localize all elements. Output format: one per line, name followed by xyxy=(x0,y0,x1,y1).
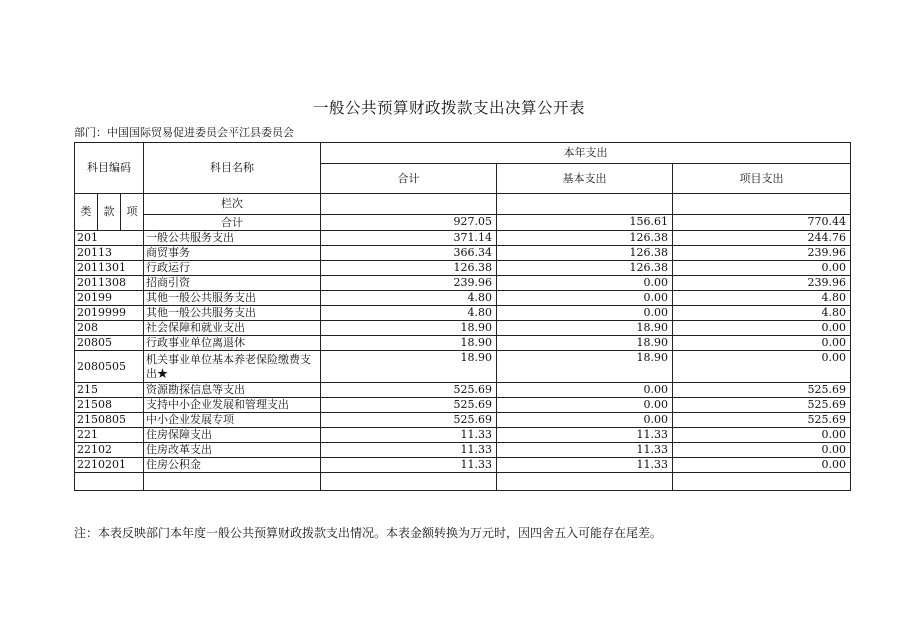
row-code: 2150805 xyxy=(75,413,144,428)
row-basic: 0.00 xyxy=(497,413,673,428)
expenditure-table xyxy=(74,142,851,491)
header-total: 合计 xyxy=(321,164,497,194)
total-total: 927.05 xyxy=(321,215,497,231)
row-total: 11.33 xyxy=(321,443,497,458)
row-basic: 0.00 xyxy=(497,276,673,291)
table-row xyxy=(75,246,851,261)
row-basic: 11.33 xyxy=(497,428,673,443)
blank-cell xyxy=(75,473,144,491)
header-name: 科目名称 xyxy=(144,143,321,194)
row-name: 行政事业单位离退休 xyxy=(144,336,321,351)
row-project: 239.96 xyxy=(673,246,851,261)
row-name: 住房公积金 xyxy=(144,458,321,473)
row-project: 0.00 xyxy=(673,351,851,383)
row-name: 机关事业单位基本养老保险缴费支出★ xyxy=(144,351,321,383)
row-basic: 126.38 xyxy=(497,246,673,261)
row-code: 2011308 xyxy=(75,276,144,291)
header-xiang: 项 xyxy=(121,194,144,231)
row-name: 其他一般公共服务支出 xyxy=(144,291,321,306)
row-project: 0.00 xyxy=(673,458,851,473)
table-row xyxy=(75,351,851,383)
total-label: 合计 xyxy=(144,215,321,231)
row-name: 住房改革支出 xyxy=(144,443,321,458)
row-basic: 0.00 xyxy=(497,398,673,413)
row-basic: 11.33 xyxy=(497,443,673,458)
empty-row xyxy=(75,473,851,491)
table-row xyxy=(75,383,851,398)
row-code: 221 xyxy=(75,428,144,443)
table-row xyxy=(75,231,851,246)
blank-cell xyxy=(497,473,673,491)
blank-cell xyxy=(497,194,673,215)
row-project: 525.69 xyxy=(673,383,851,398)
row-project: 0.00 xyxy=(673,428,851,443)
table-row xyxy=(75,458,851,473)
blank-cell xyxy=(144,473,321,491)
row-code: 21508 xyxy=(75,398,144,413)
row-project: 239.96 xyxy=(673,276,851,291)
table-row xyxy=(75,261,851,276)
row-total: 11.33 xyxy=(321,428,497,443)
row-name: 招商引资 xyxy=(144,276,321,291)
blank-cell xyxy=(321,194,497,215)
row-code: 2210201 xyxy=(75,458,144,473)
row-code: 22102 xyxy=(75,443,144,458)
table-row xyxy=(75,306,851,321)
blank-cell xyxy=(673,473,851,491)
row-total: 525.69 xyxy=(321,383,497,398)
row-name: 商贸事务 xyxy=(144,246,321,261)
table-row xyxy=(75,428,851,443)
row-basic: 11.33 xyxy=(497,458,673,473)
row-basic: 18.90 xyxy=(497,336,673,351)
row-basic: 0.00 xyxy=(497,383,673,398)
header-code: 科目编码 xyxy=(75,143,144,194)
row-total: 11.33 xyxy=(321,458,497,473)
total-basic: 156.61 xyxy=(497,215,673,231)
row-project: 0.00 xyxy=(673,336,851,351)
row-project: 0.00 xyxy=(673,261,851,276)
row-basic: 0.00 xyxy=(497,306,673,321)
row-basic: 126.38 xyxy=(497,261,673,276)
row-code: 20199 xyxy=(75,291,144,306)
row-name: 社会保障和就业支出 xyxy=(144,321,321,336)
header-project: 项目支出 xyxy=(673,164,851,194)
total-project: 770.44 xyxy=(673,215,851,231)
row-project: 4.80 xyxy=(673,291,851,306)
header-kuan: 款 xyxy=(98,194,121,231)
blank-cell xyxy=(321,473,497,491)
row-total: 18.90 xyxy=(321,321,497,336)
row-total: 371.14 xyxy=(321,231,497,246)
row-name: 住房保障支出 xyxy=(144,428,321,443)
row-name: 行政运行 xyxy=(144,261,321,276)
row-total: 525.69 xyxy=(321,398,497,413)
row-code: 2011301 xyxy=(75,261,144,276)
row-name: 资源勘探信息等支出 xyxy=(144,383,321,398)
row-total: 4.80 xyxy=(321,291,497,306)
table-row xyxy=(75,321,851,336)
row-name: 一般公共服务支出 xyxy=(144,231,321,246)
row-basic: 0.00 xyxy=(497,291,673,306)
row-total: 525.69 xyxy=(321,413,497,428)
header-row-3 xyxy=(75,194,851,215)
row-code: 20113 xyxy=(75,246,144,261)
total-row xyxy=(75,215,851,231)
page-title: 一般公共预算财政拨款支出决算公开表 xyxy=(312,99,585,117)
table-row xyxy=(75,398,851,413)
row-code: 2019999 xyxy=(75,306,144,321)
header-basic: 基本支出 xyxy=(497,164,673,194)
row-name: 中小企业发展专项 xyxy=(144,413,321,428)
row-total: 239.96 xyxy=(321,276,497,291)
row-project: 525.69 xyxy=(673,413,851,428)
row-name: 其他一般公共服务支出 xyxy=(144,306,321,321)
blank-cell xyxy=(673,194,851,215)
footnote: 注：本表反映部门本年度一般公共预算财政拨款支出情况。本表金额转换为万元时，因四舍五入可能存在尾差。 xyxy=(74,526,663,540)
row-basic: 126.38 xyxy=(497,231,673,246)
row-total: 18.90 xyxy=(321,336,497,351)
row-code: 201 xyxy=(75,231,144,246)
department-label: 部门：中国国际贸易促进委员会平江县委员会 xyxy=(74,126,294,139)
row-total: 18.90 xyxy=(321,351,497,383)
row-project: 244.76 xyxy=(673,231,851,246)
row-project: 4.80 xyxy=(673,306,851,321)
table-row xyxy=(75,336,851,351)
header-row-1 xyxy=(75,143,851,164)
row-project: 0.00 xyxy=(673,443,851,458)
row-basic: 18.90 xyxy=(497,321,673,336)
row-project: 525.69 xyxy=(673,398,851,413)
row-project: 0.00 xyxy=(673,321,851,336)
row-total: 366.34 xyxy=(321,246,497,261)
header-lei: 类 xyxy=(75,194,98,231)
row-code: 208 xyxy=(75,321,144,336)
header-current-year: 本年支出 xyxy=(321,143,851,164)
table-row xyxy=(75,291,851,306)
header-column-index: 栏次 xyxy=(144,194,321,215)
row-code: 2080505 xyxy=(75,351,144,383)
row-basic: 18.90 xyxy=(497,351,673,383)
row-code: 20805 xyxy=(75,336,144,351)
row-total: 126.38 xyxy=(321,261,497,276)
table-row xyxy=(75,276,851,291)
row-name: 支持中小企业发展和管理支出 xyxy=(144,398,321,413)
row-total: 4.80 xyxy=(321,306,497,321)
table-row xyxy=(75,443,851,458)
row-code: 215 xyxy=(75,383,144,398)
table-row xyxy=(75,413,851,428)
